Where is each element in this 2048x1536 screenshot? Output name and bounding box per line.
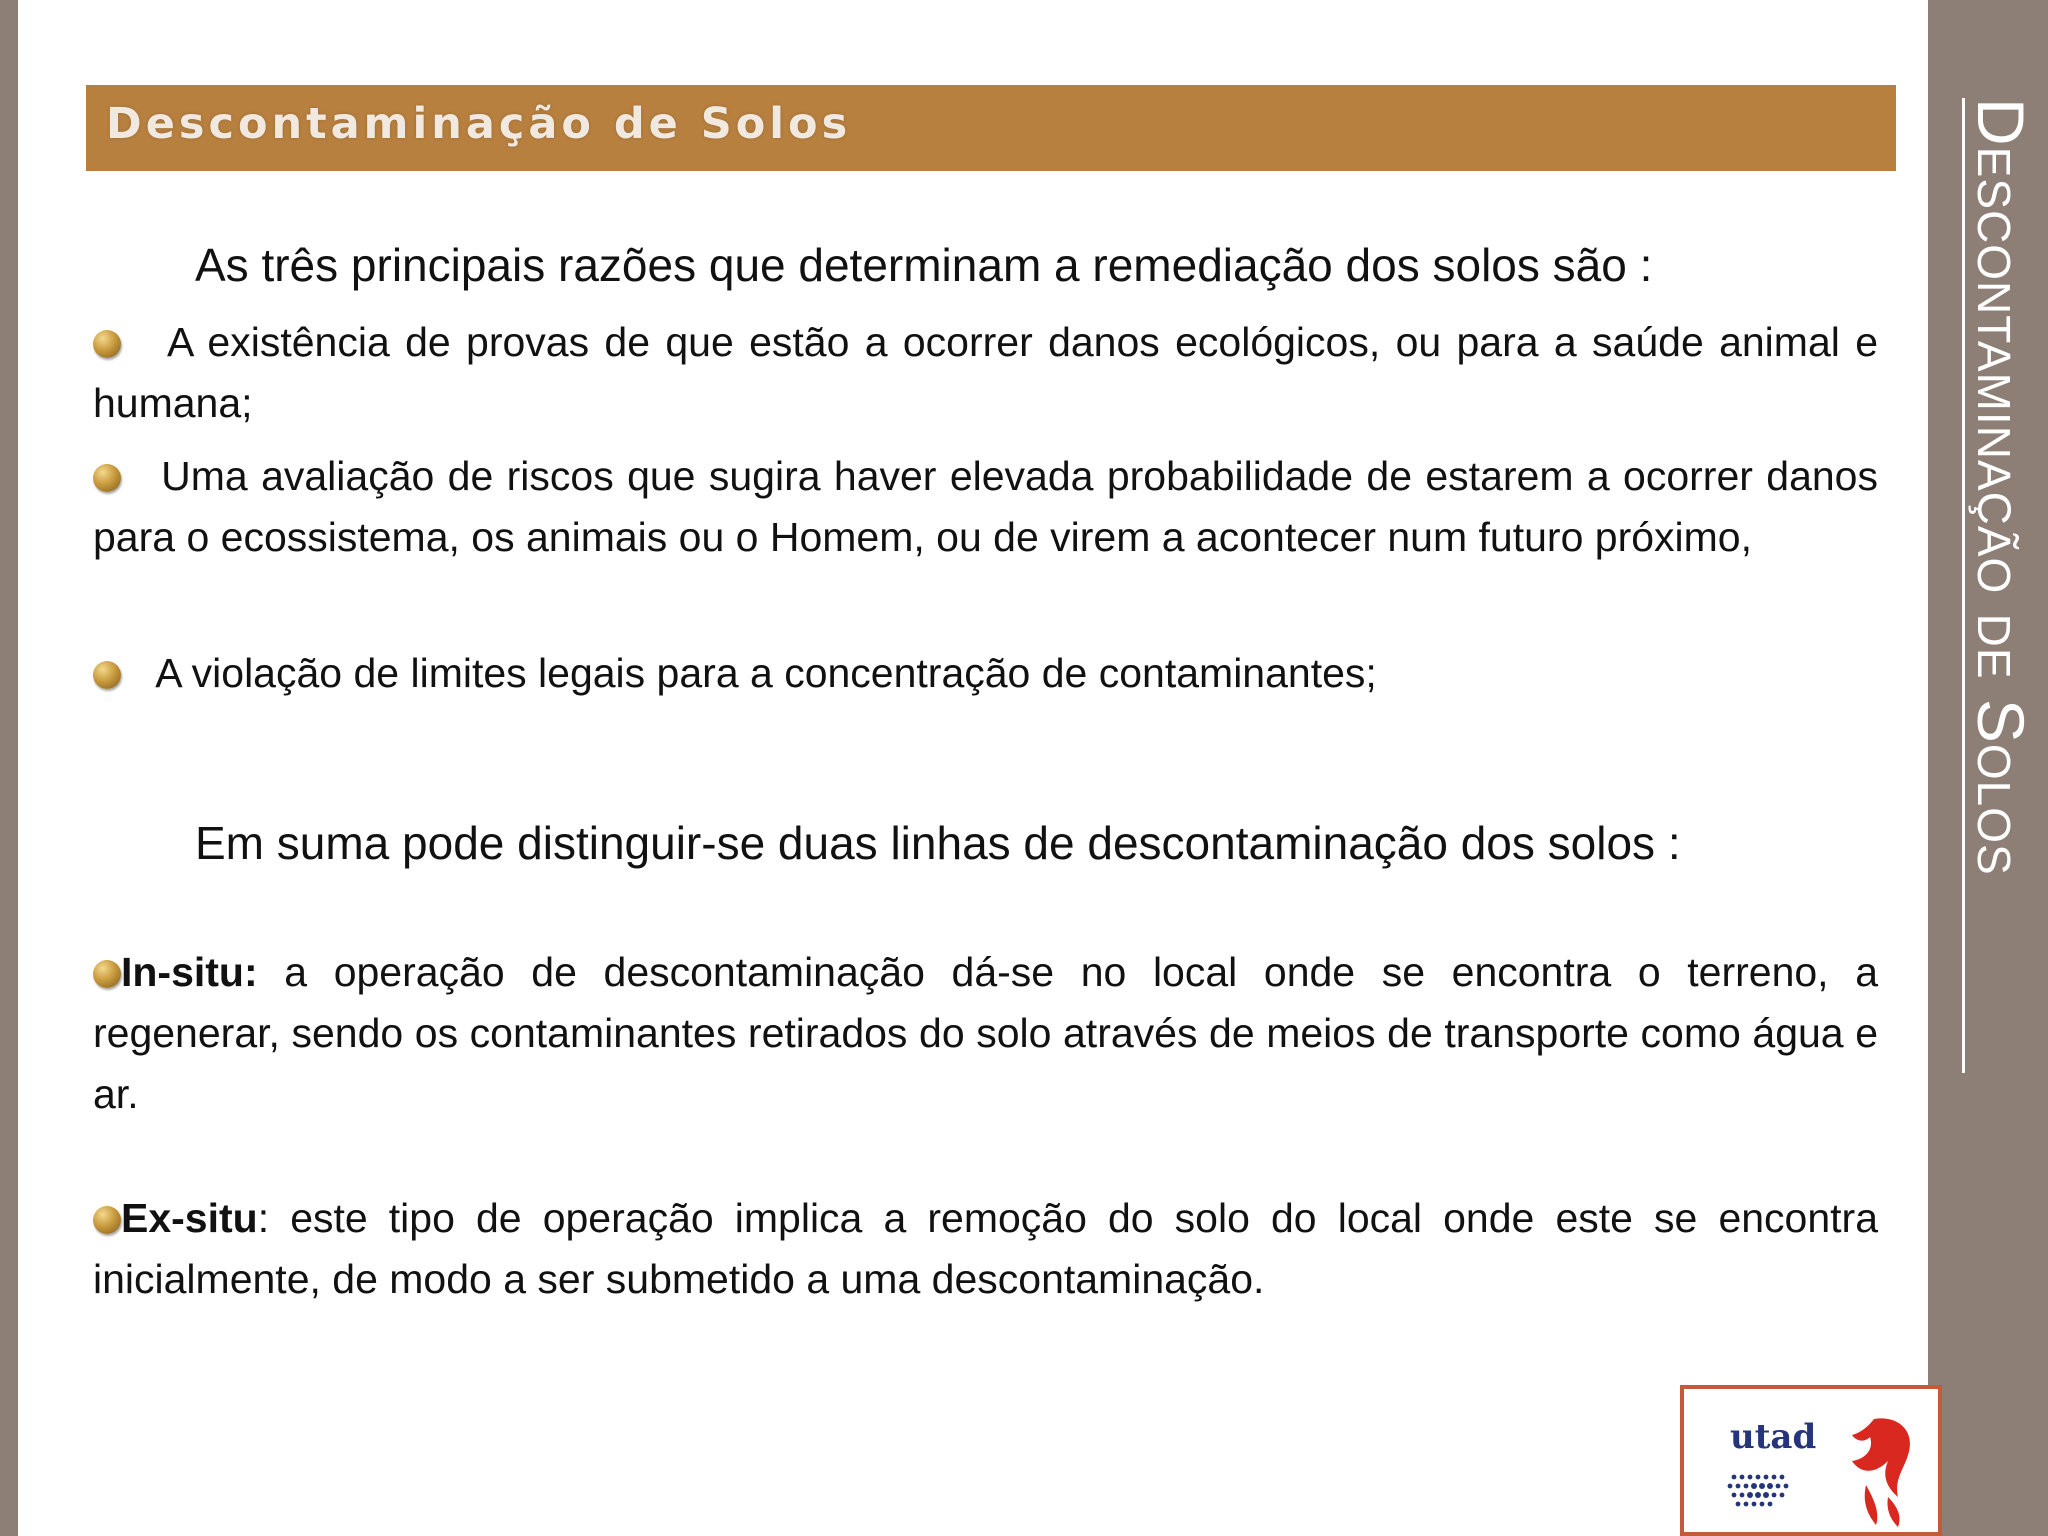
slide <box>18 0 1928 1536</box>
reason-item-3 <box>93 643 1878 704</box>
bullet-icon <box>93 330 121 358</box>
method-term: In-situ: <box>121 949 258 995</box>
intro-text: As três principais razões que determinam a remediação dos solos são : <box>195 239 1653 291</box>
method-description: a operação de descontaminação dá-se no local onde se encontra o terreno, a regenerar, sendo os contaminantes retirados do solo através de meios de transporte como água e ar. <box>93 949 1878 1117</box>
bullet-icon <box>93 464 121 492</box>
reason-text-2: Uma avaliação de riscos que sugira haver elevada probabilidade de estarem a ocorrer danos para o ecossistema, os animais ou o Homem, ou de virem a acontecer num futuro próximo, <box>93 453 1878 560</box>
method-in-situ <box>93 942 1878 1125</box>
method-ex-situ <box>93 1188 1878 1310</box>
reason-text-3: A violação de limites legais para a concentração de contaminantes; <box>155 650 1377 696</box>
bullet-icon <box>93 960 121 988</box>
bullet-icon <box>93 661 121 689</box>
method-term: Ex-situ <box>121 1195 258 1241</box>
reason-item-1 <box>93 312 1878 434</box>
logo-wordmark: utad <box>1730 1417 1817 1457</box>
reason-item-2 <box>93 446 1878 568</box>
title-banner <box>86 85 1896 171</box>
summary-text: Em suma pode distinguir-se duas linhas de descontaminação dos solos : <box>195 817 1681 869</box>
utad-logo <box>1680 1385 1942 1536</box>
logo-emblem-icon <box>1684 1389 1938 1532</box>
banner-title: Descontaminação de Solos <box>106 99 852 149</box>
bullet-icon <box>93 1206 121 1234</box>
reason-text-1: A existência de provas de que estão a ocorrer danos ecológicos, ou para a saúde animal e humana; <box>93 319 1878 426</box>
method-description: : este tipo de operação implica a remoção do solo do local onde este se encontra inicialmente, de modo a ser submetido a uma descontaminação. <box>93 1195 1878 1302</box>
side-title: Descontaminação de Solos <box>1962 98 2029 1073</box>
